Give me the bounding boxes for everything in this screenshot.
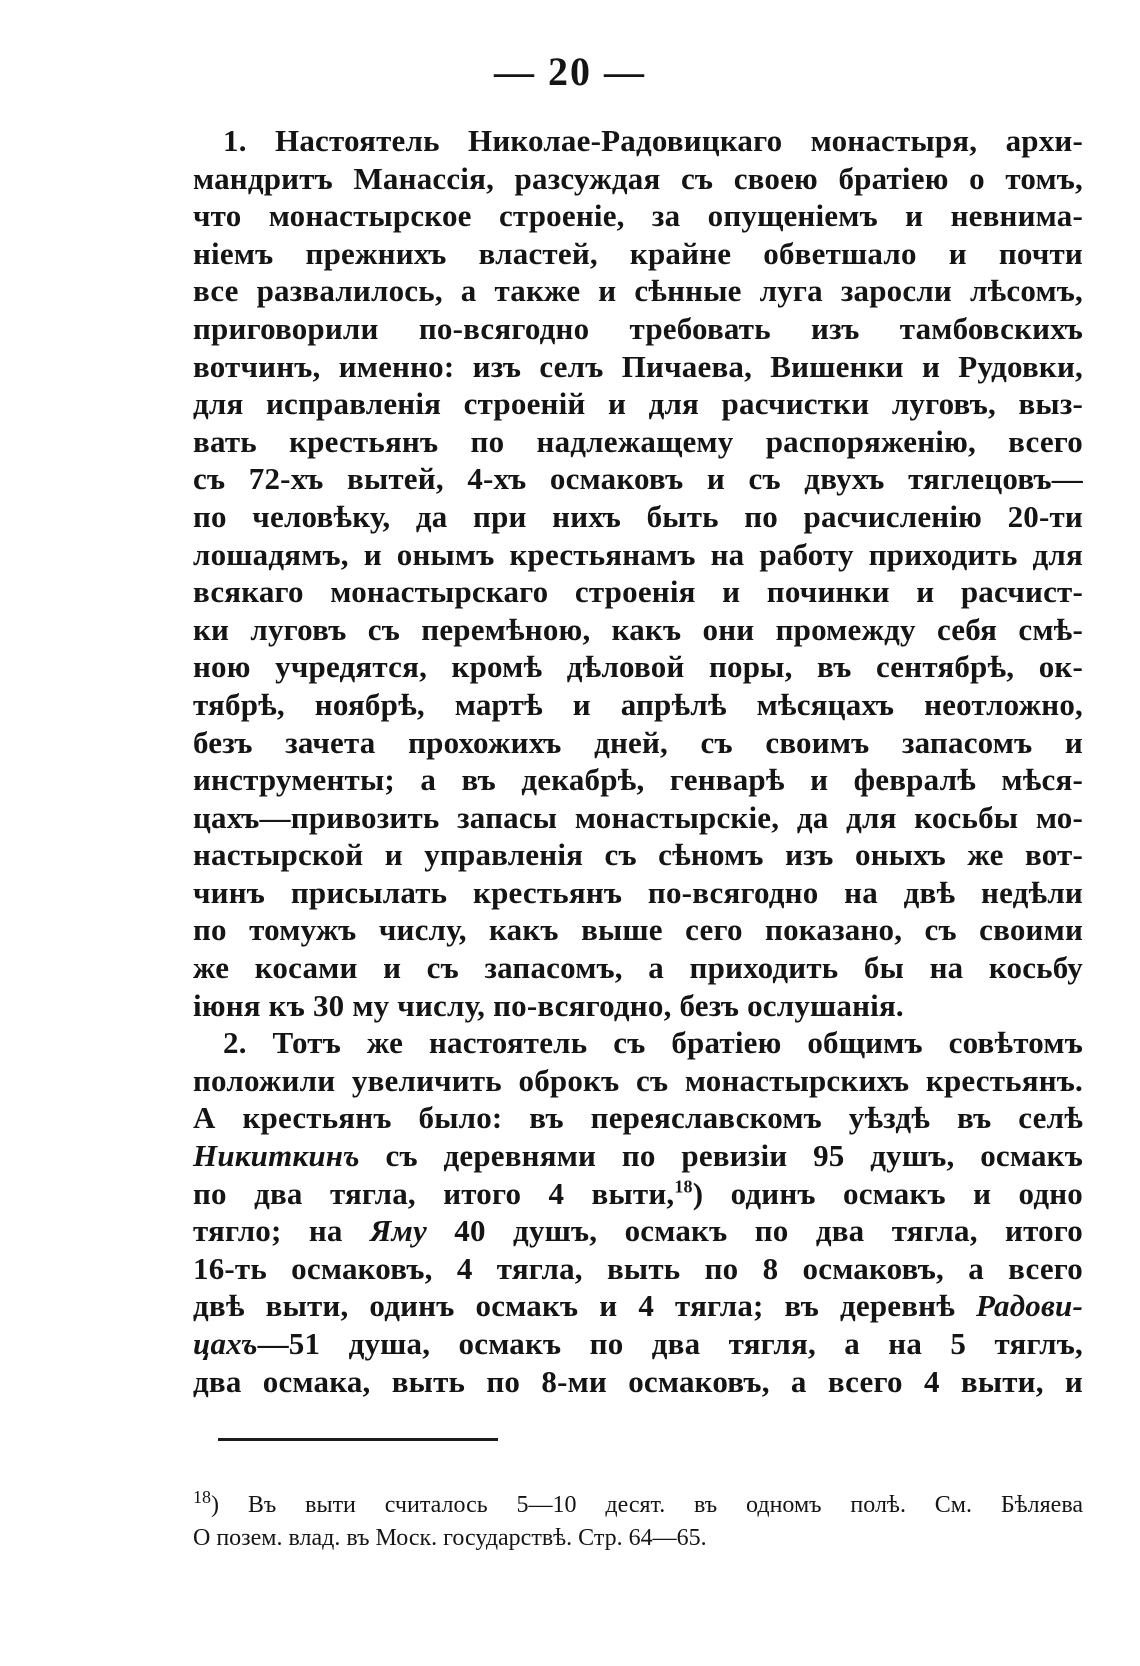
place-name: Никиткинъ xyxy=(193,1138,360,1174)
footnote-reference[interactable]: 18 xyxy=(674,1176,693,1197)
footnote-marker: 18 xyxy=(193,1487,211,1507)
text-line: настырской и управленія съ сѣномъ изъ оныхъ же вот- xyxy=(193,837,1083,873)
text-line xyxy=(193,1212,1083,1250)
text-line xyxy=(193,1137,1083,1175)
text-line: 2. Тотъ же настоятель съ братіею общимъ совѣтомъ xyxy=(223,1025,1083,1061)
body-text xyxy=(193,122,1083,1400)
footnote-line: О позем. влад. въ Моск. государствѣ. Стр. 64—65. xyxy=(193,1525,707,1551)
text-line: положили увеличить оброкъ съ монастырскихъ крестьянъ. xyxy=(193,1062,1083,1098)
text-line: по томужъ числу, какъ выше сего показано, съ своими xyxy=(193,912,1083,948)
text-run: съ деревнями по ревизіи 95 душъ, осмакъ xyxy=(359,1138,1083,1174)
text-line: приговорили по-всягодно требовать изъ тамбовскихъ xyxy=(193,310,1083,346)
text-run: 40 душъ, осмакъ по два тягла, итого xyxy=(426,1213,1084,1249)
text-line: все развалилось, а также и сѣнные луга заросли лѣсомъ, xyxy=(193,273,1083,309)
text-line: безъ зачета прохожихъ дней, съ своимъ запасомъ и xyxy=(193,724,1083,760)
text-line: всякаго монастырскаго строенія и починки и расчист- xyxy=(193,574,1083,610)
text-line xyxy=(193,1175,1083,1213)
page-number: — 20 — xyxy=(494,49,646,94)
text-line: же косами и съ запасомъ, а приходить бы на косьбу xyxy=(193,950,1083,986)
text-line: два осмака, выть по 8-ми осмаковъ, а всего 4 выти, и xyxy=(193,1363,1083,1399)
text-run: ) Въ выти считалось 5—10 десят. въ одномъ полѣ. См. Бѣляева xyxy=(211,1492,1083,1518)
text-line: лошадямъ, и онымъ крестьянамъ на работу приходить для xyxy=(193,536,1083,572)
text-line: 16-ть осмаковъ, 4 тягла, выть по 8 осмаковъ, а всего xyxy=(193,1250,1083,1286)
text-line: мандритъ Манассія, разсуждая съ своею братіею о томъ, xyxy=(193,160,1083,196)
footnote-divider xyxy=(218,1438,498,1441)
text-line: что монастырское строеніе, за опущеніемъ и невнима- xyxy=(193,198,1083,234)
text-line xyxy=(193,1325,1083,1363)
text-line: А крестьянъ было: въ переяславскомъ уѣздѣ въ селѣ xyxy=(193,1100,1083,1136)
text-line: вать крестьянъ по надлежащему распоряженію, всего xyxy=(193,423,1083,459)
text-run: двѣ выти, одинъ осмакъ и 4 тягла; въ деревнѣ xyxy=(193,1288,977,1324)
text-line: 1. Настоятель Николае-Радовицкаго монастыря, архи- xyxy=(223,123,1083,158)
footnote xyxy=(193,1489,1083,1555)
place-name: цахъ xyxy=(193,1326,258,1361)
text-line: іюня къ 30 му числу, по-всягодно, безъ ослушанія. xyxy=(193,987,904,1023)
place-name: Яму xyxy=(369,1213,427,1249)
text-run: тягло; на xyxy=(193,1213,370,1249)
text-run: по два тягла, итого 4 выти, xyxy=(193,1175,675,1211)
text-line: инструменты; а въ декабрѣ, генварѣ и февралѣ мѣся- xyxy=(193,762,1083,798)
text-line: вотчинъ, именно: изъ селъ Пичаева, Вишенки и Рудовки, xyxy=(193,348,1083,384)
text-line: по человѣку, да при нихъ быть по расчисленію 20-ти xyxy=(193,498,1083,534)
paragraph-2 xyxy=(193,1024,1083,1400)
text-run: ) одинъ осмакъ и одно xyxy=(692,1175,1083,1211)
text-line: для исправленія строеній и для расчистки луговъ, выз- xyxy=(193,386,1083,422)
footnote-line xyxy=(193,1489,1083,1522)
text-line: ною учредятся, кромѣ дѣловой поры, въ сентябрѣ, ок- xyxy=(193,649,1083,685)
text-line: ки луговъ съ перемѣною, какъ они промежду себя смѣ- xyxy=(193,611,1083,647)
text-line: ніемъ прежнихъ властей, крайне обветшало и почти xyxy=(193,235,1083,271)
text-line: чинъ присылать крестьянъ по-всягодно на двѣ недѣли xyxy=(193,874,1083,910)
place-name: Радови- xyxy=(976,1288,1083,1324)
text-line: съ 72-хъ вытей, 4-хъ осмаковъ и съ двухъ тяглецовъ— xyxy=(193,461,1083,497)
text-run: —51 душа, осмакъ по два тягля, а на 5 тяглъ, xyxy=(257,1326,1083,1361)
text-line: тябрѣ, ноябрѣ, мартѣ и апрѣлѣ мѣсяцахъ неотложно, xyxy=(193,686,1083,722)
text-line xyxy=(193,1287,1083,1325)
text-line: цахъ—привозить запасы монастырскіе, да для косьбы мо- xyxy=(193,799,1083,835)
paragraph-1 xyxy=(193,122,1083,1024)
